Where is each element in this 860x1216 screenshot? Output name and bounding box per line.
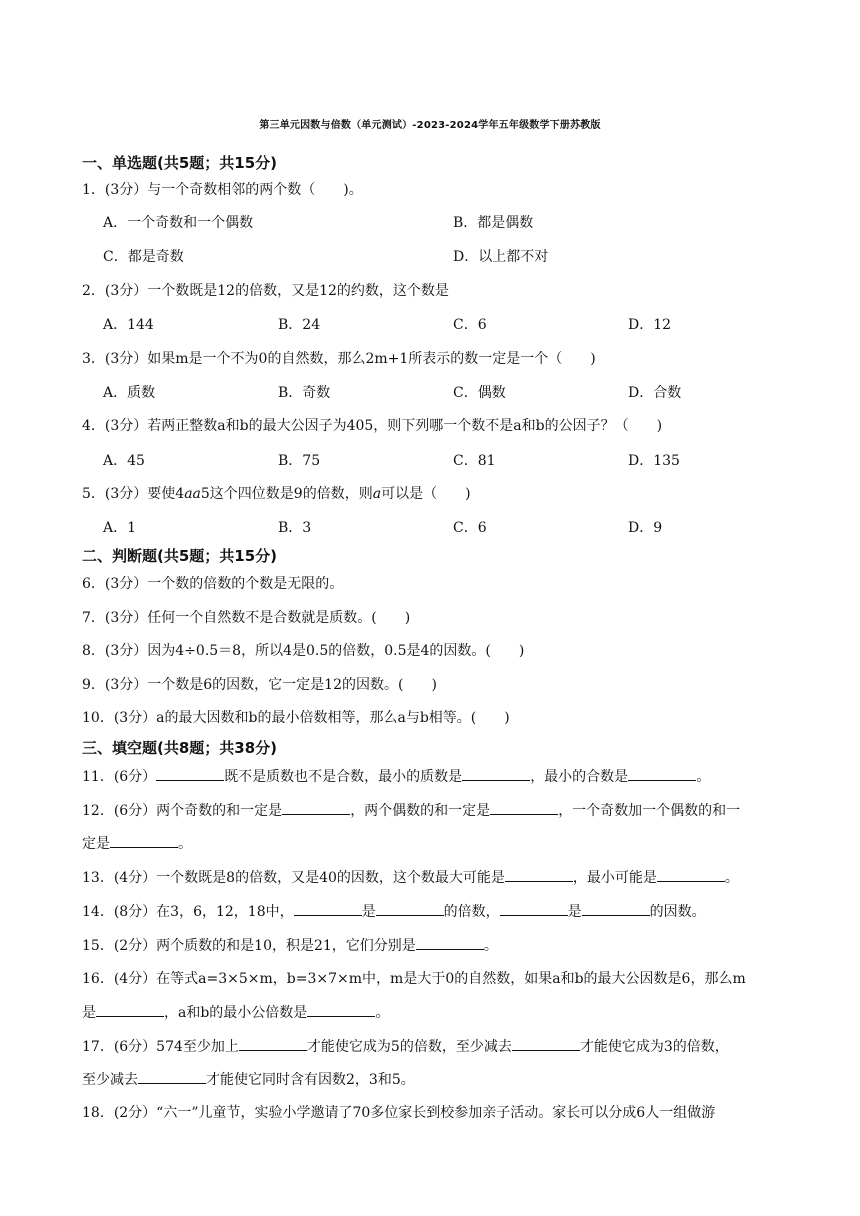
q5-text-pre: 5．(3分）要使4 (82, 486, 185, 502)
q11-text-3: ，最小的合数是 (530, 769, 629, 785)
q2-option-a: A．144 (103, 317, 154, 333)
q12-text-4: 定是 (82, 836, 110, 852)
answer-blank[interactable] (582, 901, 650, 916)
q1-option-d: D．以上都不对 (453, 249, 549, 265)
q5-option-b: B．3 (278, 520, 312, 536)
q16-text-4: 。 (375, 1005, 390, 1021)
q12-text-3: ，一个奇数加一个偶数的和一 (558, 803, 741, 819)
q5-variable-aa: aa (184, 486, 201, 502)
q3-option-a: A．质数 (103, 385, 156, 401)
q14-text-4: 是 (567, 904, 582, 920)
answer-blank[interactable] (500, 901, 568, 916)
q14-text-1: 14．(8分）在3，6，12，18中， (82, 904, 294, 920)
q5-text-post: 可以是（ ) (381, 486, 471, 502)
q15-text-1: 15．(2分）两个质数的和是10，积是21，它们分别是 (82, 938, 416, 954)
q12-text-2: ，两个偶数的和一定是 (350, 803, 491, 819)
answer-blank[interactable] (294, 901, 362, 916)
q3-option-d: D．合数 (628, 385, 682, 401)
question-1: 1．(3分）与一个奇数相邻的两个数（ )。 (82, 182, 363, 198)
q16-text-3: ，a和b的最小公倍数是 (164, 1005, 308, 1021)
section-heading-single-choice: 一、单选题(共5题；共15分) (82, 154, 278, 172)
q4-option-b: B．75 (278, 453, 321, 469)
q13-text-2: ，最小可能是 (572, 870, 657, 886)
answer-blank[interactable] (138, 1069, 206, 1084)
answer-blank[interactable] (657, 867, 725, 882)
question-15 (82, 935, 498, 956)
answer-blank[interactable] (307, 1002, 375, 1017)
q3-option-b: B．奇数 (278, 385, 331, 401)
answer-blank[interactable] (282, 800, 350, 815)
question-12-continued (82, 833, 192, 854)
q4-option-c: C．81 (453, 453, 496, 469)
q13-text-3: 。 (724, 870, 739, 886)
q11-number: 11．(6分） (82, 769, 157, 785)
question-14 (82, 901, 706, 922)
q5-text-mid: 5这个四位数是9的倍数，则 (200, 486, 373, 502)
question-17-continued (82, 1069, 415, 1090)
section-heading-fill-in: 三、填空题(共8题；共38分) (82, 739, 278, 757)
q3-option-c: C．偶数 (453, 385, 506, 401)
q5-option-a: A．1 (103, 520, 137, 536)
question-6: 6．(3分）一个数的倍数的个数是无限的。 (82, 576, 344, 592)
q1-option-c: C．都是奇数 (103, 249, 184, 265)
answer-blank[interactable] (376, 901, 444, 916)
q11-text-4: 。 (696, 769, 711, 785)
question-12 (82, 800, 740, 821)
question-7: 7．(3分）任何一个自然数不是合数就是质数。( ) (82, 610, 411, 626)
q17-text-3: 才能使它成为3的倍数， (579, 1039, 729, 1055)
answer-blank[interactable] (505, 867, 573, 882)
q17-text-5: 才能使它同时含有因数2，3和5。 (206, 1072, 415, 1088)
question-2: 2．(3分）一个数既是12的倍数，又是12的约数，这个数是 (82, 283, 449, 299)
answer-blank[interactable] (512, 1036, 580, 1051)
q4-option-a: A．45 (103, 453, 145, 469)
q12-text-5: 。 (178, 836, 192, 852)
q15-text-2: 。 (483, 938, 498, 954)
q2-option-b: B．24 (278, 317, 321, 333)
q14-text-5: 的因数。 (649, 904, 706, 920)
q16-text-2: 是 (82, 1005, 96, 1021)
q12-text-1: 12．(6分）两个奇数的和一定是 (82, 803, 283, 819)
answer-blank[interactable] (239, 1036, 307, 1051)
question-13 (82, 867, 739, 888)
question-16-continued (82, 1002, 389, 1023)
q1-option-b: B．都是偶数 (453, 215, 534, 231)
question-17 (82, 1036, 729, 1057)
q5-option-d: D．9 (628, 520, 663, 536)
q4-option-d: D．135 (628, 453, 680, 469)
question-10: 10．(3分）a的最大因数和b的最小倍数相等，那么a与b相等。( ) (82, 710, 510, 726)
answer-blank[interactable] (96, 1002, 164, 1017)
answer-blank[interactable] (110, 833, 178, 848)
question-9: 9．(3分）一个数是6的因数，它一定是12的因数。( ) (82, 677, 437, 693)
answer-blank[interactable] (156, 766, 224, 781)
q17-text-4: 至少减去 (82, 1072, 138, 1088)
question-4: 4．(3分）若两正整数a和b的最大公因子为405，则下列哪一个数不是a和b的公因子？（ ) (82, 418, 663, 434)
question-5 (82, 484, 471, 504)
section-heading-true-false: 二、判断题(共5题；共15分) (82, 547, 278, 565)
q1-option-a: A．一个奇数和一个偶数 (103, 215, 254, 231)
question-11 (82, 766, 710, 787)
q5-variable-a: a (372, 486, 382, 502)
q13-text-1: 13．(4分）一个数既是8的倍数，又是40的因数，这个数最大可能是 (82, 870, 505, 886)
answer-blank[interactable] (490, 800, 558, 815)
question-18: 18．(2分）“六一”儿童节，实验小学邀请了70多位家长到校参加亲子活动。家长可以分成6人一组做游 (82, 1105, 716, 1121)
question-16: 16．(4分）在等式a=3×5×m，b=3×7×m中，m是大于0的自然数，如果a和b的最大公因数是6，那么m (82, 971, 746, 987)
answer-blank[interactable] (416, 935, 484, 950)
q11-text-2: 既不是质数也不是合数，最小的质数是 (224, 769, 463, 785)
q14-text-3: 的倍数， (443, 904, 500, 920)
q17-text-2: 才能使它成为5的倍数，至少减去 (306, 1039, 512, 1055)
q14-text-2: 是 (361, 904, 376, 920)
page-title: 第三单元因数与倍数（单元测试）-2023-2024学年五年级数学下册苏教版 (259, 120, 601, 131)
question-8: 8．(3分）因为4÷0.5＝8，所以4是0.5的倍数，0.5是4的因数。( ) (82, 643, 525, 659)
q2-option-d: D．12 (628, 317, 672, 333)
answer-blank[interactable] (462, 766, 530, 781)
q17-text-1: 17．(6分）574至少加上 (82, 1039, 239, 1055)
answer-blank[interactable] (628, 766, 696, 781)
question-3: 3．(3分）如果m是一个不为0的自然数，那么2m+1所表示的数一定是一个（ ) (82, 351, 596, 367)
q5-option-c: C．6 (453, 520, 487, 536)
q2-option-c: C．6 (453, 317, 487, 333)
